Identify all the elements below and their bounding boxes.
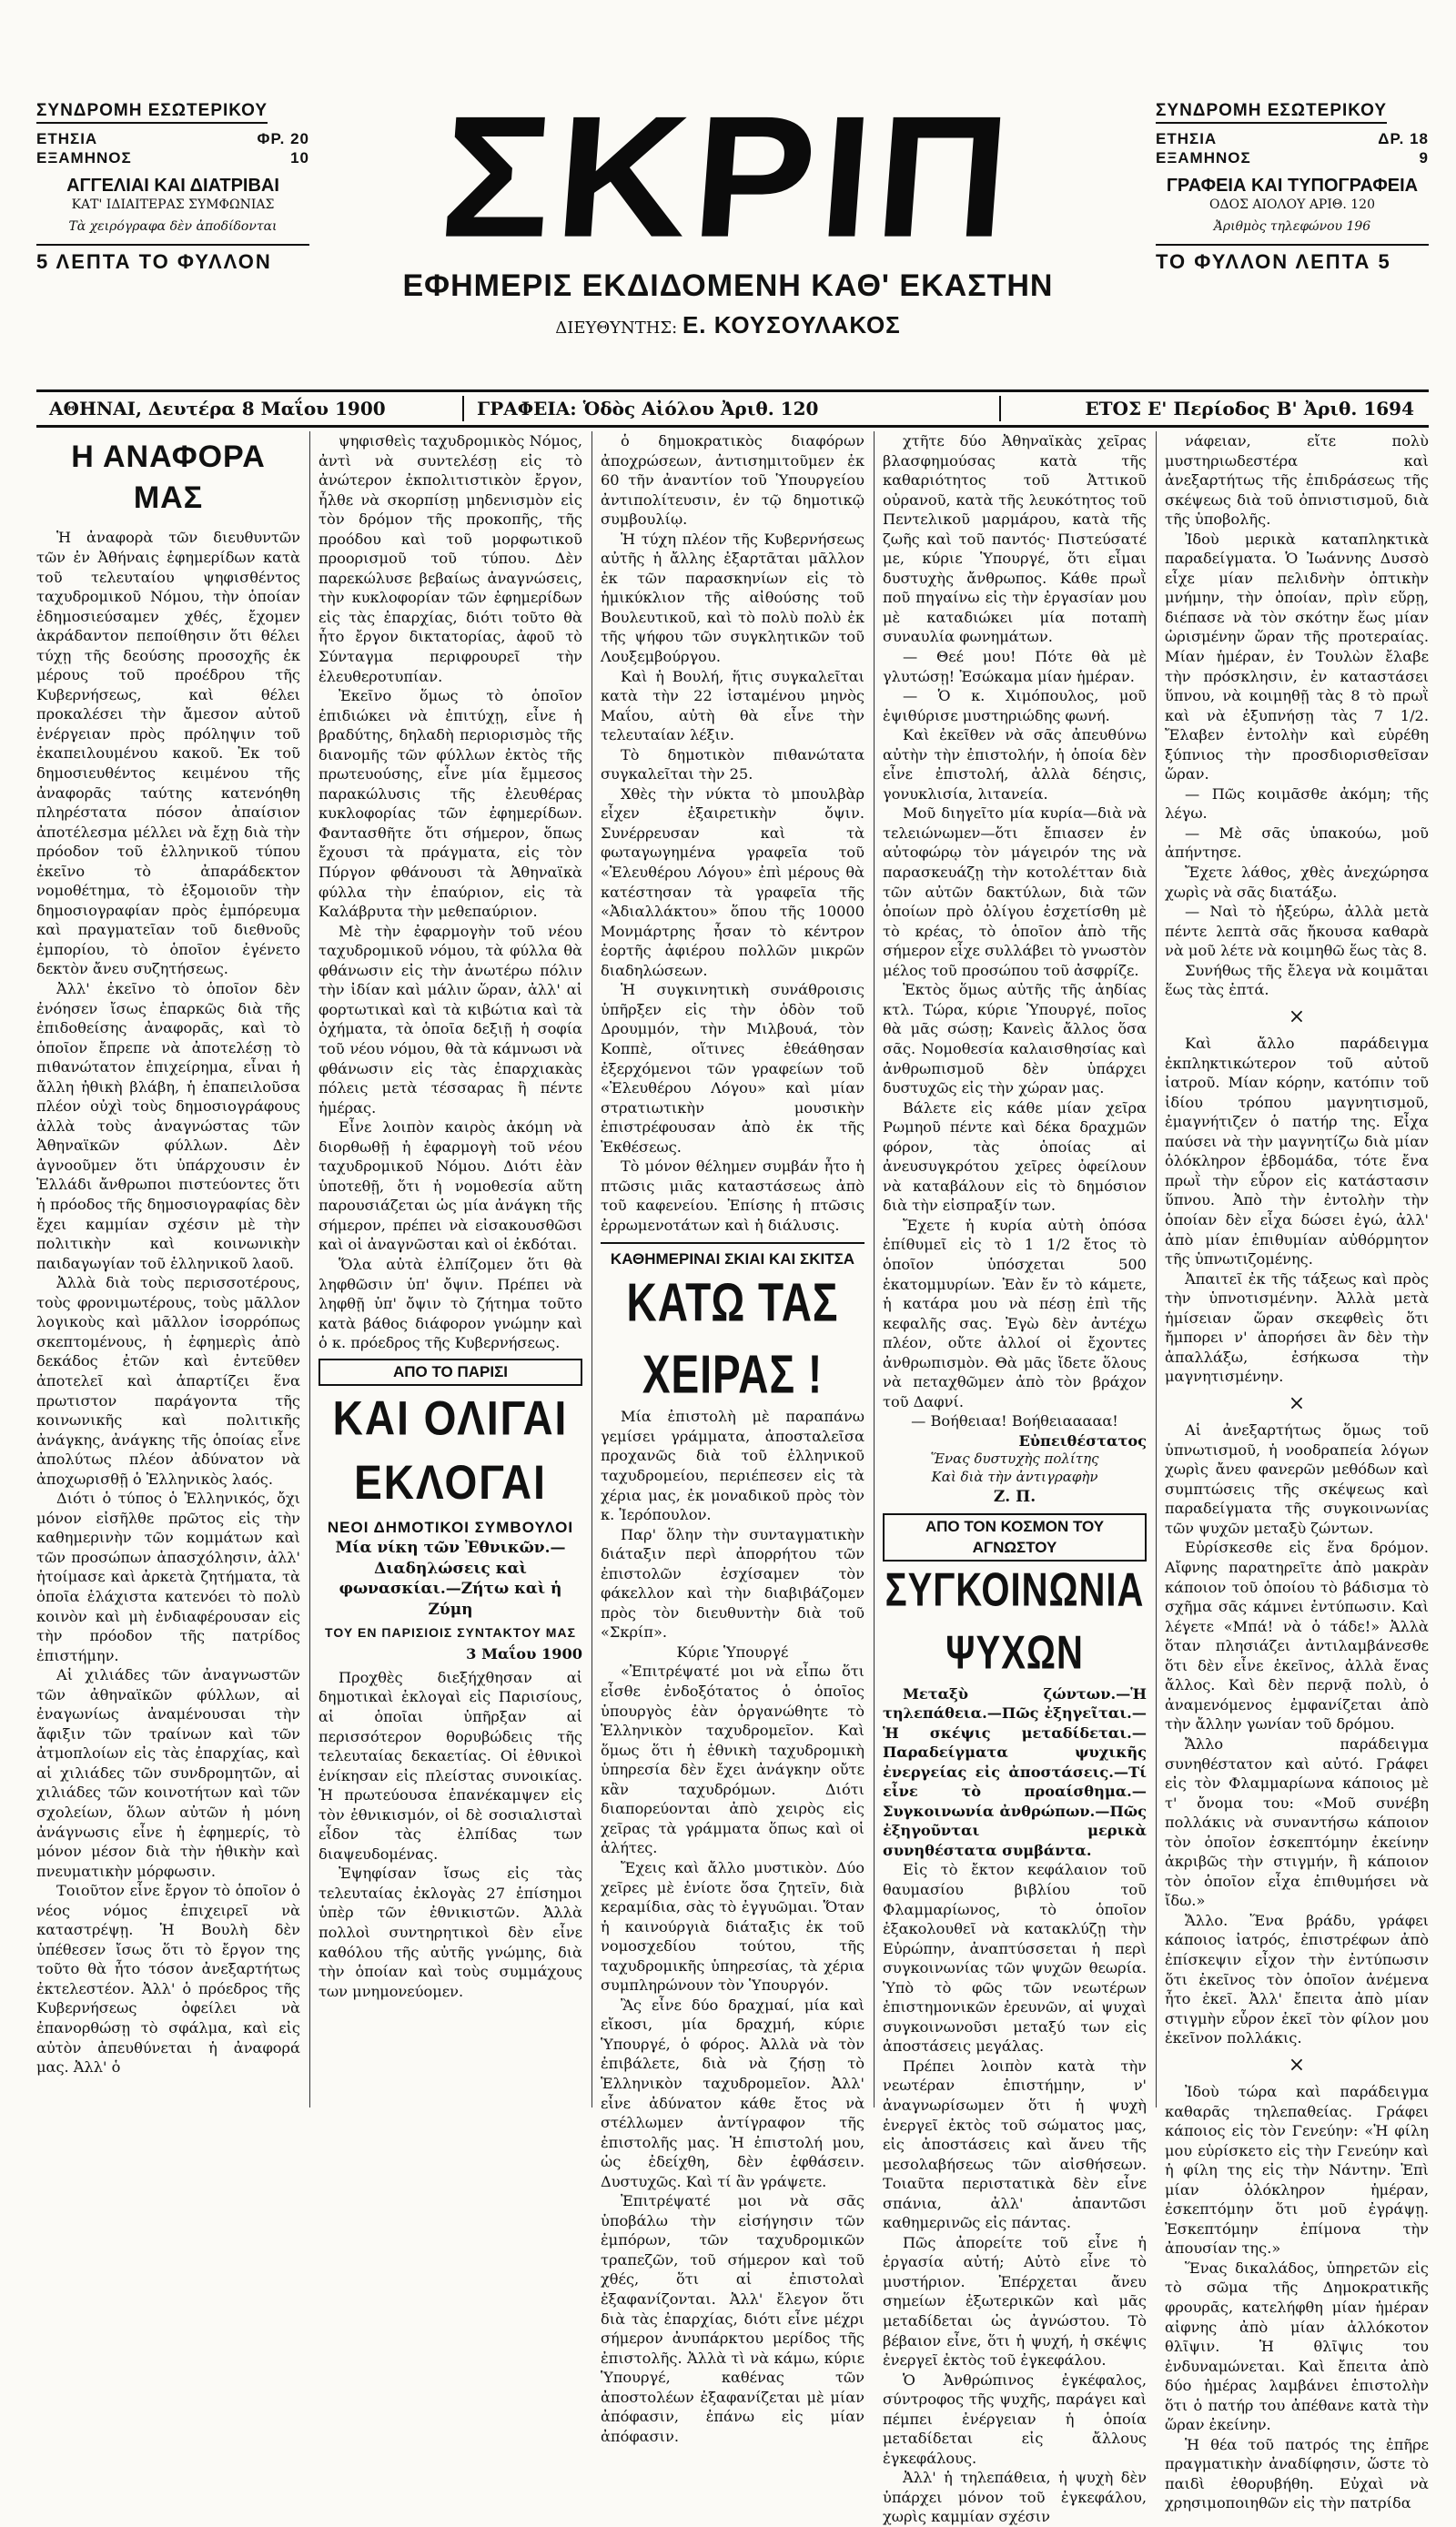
paragraph: ψηφισθεὶς ταχυδρομικὸς Νόμος, ἀντὶ νὰ συντελέσῃ εἰς τὸ ἀνώτερον ἐκπολιτιστικὸν ἔργον, ἦλθε νὰ σκορπίσῃ μηδενισμὸν εἰς τὸν δρόμον τῆς προκοπῆς, τῆς προόδου καὶ τοῦ μορφωτικοῦ προορισμοῦ τοῦ τύπου. Δὲν παρεκώλυσε βεβαίως ἀναγνώσεις, τὴν κυκλοφορίαν τῶν ἐφημερίδων εἰς τὰς ἐπαρχίας, διότι τοῦτο θὰ ἦτο ἔργον δικτατορίας, ἀφοῦ τὸ Σύνταγμα περιφρουρεῖ τὴν ἐλευθεροτυπίαν. [318,432,582,685]
separator-mark: × [1288,1391,1306,1415]
paragraph: ὁ δημοκρατικὸς διαφόρων ἀποχρώσεων, ἀντισημιτοῦμεν ἐκ 60 τῆν ἀναντίον τοῦ Ὑπουργείου ἀντιπολίτευσιν, ἐν τῷ δημοτικῷ συμβουλίῳ. [601,432,864,529]
section-heading: ΚΑΘΗΜΕΡΙΝΑΙ ΣΚΙΑΙ ΚΑΙ ΣΚΙΤΣΑ [601,1242,864,1270]
paragraph: Ὁ Ἀνθρώπινος ἐγκέφαλος, σύντροφος τῆς ψυχῆς, παράγει καὶ πέμπει ἐνέργειαν ἡ ὁποία μεταδίδεται εἰς ἄλλους ἐγκεφάλους. [883,2370,1147,2467]
paragraph: Τὸ δημοτικὸν πιθανώτατα συγκαλεῖται τὴν 25. [601,745,864,783]
paragraph: Ἀλλ' ἐκεῖνο τὸ ὁποῖον δὲν ἐνόησεν ἴσως ἐπαρκῶς διὰ τῆς ἐπιδοθείσης ἀναφορᾶς, καὶ τὸ ὁποῖον ἔπρεπε νὰ ἀποτελέσῃ τὸ πιθανώτατον ἐπιχείρημα, εἶναι ἡ ἄλλη ἠθικὴ βλάβη, ἡ ἐπαπειλοῦσα πλέον οὐχὶ τοὺς δημοσιογράφους ἀλλὰ τοὺς ἀναγνώστας τῶν Ἀθηναϊκῶν φύλλων. Δὲν ἀγνοοῦμεν ὅτι ὑπάρχουσιν ἐν Ἑλλάδι ἄνθρωποι πιστεύοντες ὅτι ἡ πρόοδος τῆς δημοσιογραφίας δὲν ἔχει καμμίαν σχέσιν μὲ τὴν πολιτικὴν καὶ κοινωνικὴν παιδαγωγίαν τοῦ ἑλληνικοῦ λαοῦ. [36,980,300,1272]
offices-address: ΟΔΟΣ ΑΙΟΛΟΥ ΑΡΙΘ. 120 [1209,197,1375,213]
paragraph: Ἔχετε λάθος, χθὲς ἀνεχώρησα χωρὶς νὰ σᾶς διατάξω. [1165,864,1429,901]
paragraph: Καὶ ἐκεῖθεν νὰ σᾶς ἀπευθύνω αὐτὴν τὴν ἐπιστολήν, ἡ ὁποία δὲν εἶνε ἐπιστολή, ἀλλὰ δέησις, γονυκλισία, λιτανεία. [883,726,1147,803]
newspaper-logo [382,80,1074,274]
article-headline: ΚΑΤΩ ΤΑΣ ΧΕΙΡΑΣ ! [626,1270,839,1406]
masthead-tagline: ΕΦΗΜΕΡΙΣ ΕΚΔΙΔΟΜΕΝΗ ΚΑΘ' ΕΚΑΣΤΗΝ [402,268,1054,303]
paragraph: Τὸ μόνον θέλημεν συμβάν ἦτο ἡ πτῶσις μιᾶς καταστάσεως ἀπὸ τοῦ καφενείου. Ἐπίσης ἡ πτῶσις ἐρρωμενοτάτων καὶ ἡ διάλυσις. [601,1157,864,1234]
paragraph: — Βοήθειαα! Βοήθειααααα! [911,1412,1118,1430]
director-name: Ε. ΚΟΥΣΟΥΛΑΚΟΣ [682,311,901,339]
paragraph: Ἡ τύχη πλέον τῆς Κυβερνήσεως αὐτῆς ἡ ἄλλης ἐξαρτᾶται μᾶλλον ἐκ τῶν παρασκηνίων εἰς τὸ ἡμικύκλιον τῆς αἰθούσης τοῦ Βουλευτικοῦ, καὶ τὸ πολὺ πολὺ ἐκ τῆς ψήφου τῶν συγκλητικῶν τοῦ Λουξεμβούργου. [601,530,864,666]
manuscripts-note: Τὰ χειρόγραφα δὲν ἀποδίδονται [68,218,278,234]
paragraph: Εἰς τὸ ἔκτον κεφάλαιον τοῦ θαυμασίου βιβλίου τοῦ Φλαμμαρίωνος, τὸ ὁποῖον ἐξακολουθεῖ νὰ κατακλύζῃ τὴν Εὐρώπην, ἀναπτύσσεται ἡ περὶ συγκοινωνίας τῶν ψυχῶν θεωρία. Ὑπὸ τὸ φῶς τῶν νεωτέρων ἐπιστημονικῶν ἐρευνῶν, αἱ ψυχαὶ συγκοινωνοῦσι μεταξύ των εἰς ἀποστάσεις μεγάλας. [883,1861,1147,2056]
article-headline: ΚΑΙ ΟΛΙΓΑΙ ΕΚΛΟΓΑΙ [332,1390,569,1510]
column-1 [36,431,300,2108]
section-box: ΑΠΟ ΤΟ ΠΑΡΙΣΙ [318,1359,582,1387]
paragraph: Πρέπει λοιπὸν κατὰ τὴν νεωτέραν ἐπιστήμην, ν' ἀναγνωρίσωμεν ὅτι ἡ ψυχὴ ἐνεργεῖ ἐκτὸς τοῦ σώματος μας, εἰς ἀποστάσεις καὶ ἄνευ τῆς μεσολαβήσεως τῶν αἰσθήσεων. Τοιαῦτα περιστατικὰ δὲν εἶνε σπάνια, ἀλλ' ἀπαντῶσι καθημερινῶς εἰς πάντας. [883,2057,1147,2232]
dateline-bar [36,389,1429,428]
correspondent-line: ΤΟΥ ΕΝ ΠΑΡΙΣΙΟΙΣ ΣΥΝΤΑΚΤΟΥ ΜΑΣ [325,1624,576,1640]
paragraph: Αἱ ἀνεξαρτήτως ὅμως τοῦ ὑπνωτισμοῦ, ἡ νοοδραπεία λόγων χωρὶς ἄνευ φανερῶν μεθόδων καὶ συμπτώσεις τῆς σκέψεως καὶ παραδείγματα τῆς συγκοινωνίας τῶν ψυχῶν μεταξὺ ζώντων. [1165,1421,1429,1537]
paragraph: Ἔχεις καὶ ἄλλο μυστικὸν. Δύο χεῖρες μὲ ἐνίοτε ὅσα ζητεῖν, διὰ κεραμίδια, σὰς τὸ ἐγγυῶμαι. Ὅταν ἡ καινούργιὰ διάταξις ἐκ τοῦ νομοσχεδίου τούτου, τῆς ταχυδρομικῆς ὑπηρεσίας, τὰ χέρια συμπληρώνουν τὸν Ὑπουργόν. [601,1858,864,1995]
paragraph: Πῶς ἀπορείτε τοῦ εἶνε ἡ ἐργασία αὐτή; Αὐτὸ εἶνε τὸ μυστήριον. Ἐπέρχεται ἄνευ σημείων ἐξωτερικῶν καὶ μᾶς μεταδίδεται ὡς ἀγνώστου. Τὸ βέβαιον εἶνε, ὅτι ἡ ψυχή, ἡ σκέψις ἐνεργεῖ ἐκτὸς τοῦ ἐγκεφάλου. [883,2233,1147,2370]
column-4 [883,431,1147,2526]
paragraph: Ἐπιτρέψατέ μοι νὰ σᾶς ὑποβάλω τὴν εἰσήγησιν τῶν ἐμπόρων, τῶν ταχυδρομικῶν τραπεζῶν, τοῦ σήμερον καὶ τοῦ χθές, ὅτι αἱ ἐπιστολαὶ ἐξαφανίζονται. Ἀλλ' ἔλεγον ὅτι διὰ τὰς ἐπαρχίας, διότι εἶνε μέχρι σήμερον ἀνυπάρκτου μερίδος τῆς ἐπιστολῆς. Ἀλλὰ τὶ νὰ κάμω, κύριε Ὑπουργέ, καθένας τῶν ἀποστολέων ἐξαφανίζεται μὲ μίαν ἀπόφασιν, ἐπάνω εἰς μίαν ἀπόφασιν. [601,2192,864,2445]
paragraph: «Ἐπιτρέψατέ μοι νὰ εἶπω ὅτι εἶσθε ἐνδοξότατος ὁ ὁποῖος ὑπουργὸς ἐὰν ὀργανώθητε τὸ Ἑλληνικὸν ταχυδρομεῖον. Καὶ ὅμως ὅτι ἡ ἐθνικὴ ταχυδρομικὴ ὑπηρεσία δὲν ἔχει ἀνάγκην οὔτε κἂν ταχυδρόμων. Διότι διαπορεύονται ἀπὸ χειρὸς εἰς χεῖρας τὰ γράμματα ὅπως καὶ οἱ ἀλήτες. [601,1663,864,1857]
subscription-annual: ΕΤΗΣΙΑ ΔΡ. 18 [1156,129,1429,147]
column-2 [318,431,582,2108]
paragraph: Διότι ὁ τύπος ὁ Ἑλληνικός, ὄχι μόνον εἰσῆλθε πρῶτος εἰς τὴν καθημερινὴν τῶν κομμάτων καὶ τῶν προσώπων ἀπασχόλησιν, ἀλλ' ἠτοίμασε καὶ ἀρκετὰ ζητήματα, τὰ ὁποῖα ἐλάχιστα κατενόει τὸ πολὺ κοινὸν καὶ μὴ ἐνδιαφέρουσαν εἰς τὴν πρόοδον τῆς πατρίδος ἐπιστήμην. [36,1490,300,1664]
paragraph: Ἡ θέα τοῦ πατρός της ἐπῆρε πραγματικὴν ἀναδίφησιν, ὥστε τὸ παιδὶ ἐθορυβήθη. Εὐχαὶ νὰ χρησιμοποιηθῶν εἰς τὴν πατρίδα [1165,2435,1429,2512]
paragraph: νάφειαν, εἴτε πολὺ μυστηριωδεστέρα καὶ ἀνεξαρτήτως τῆς ἐπιδράσεως τῆς σκέψεως διὰ τοῦ ὀπνιστισμοῦ, διὰ τῆς ὑποβολῆς. [1165,432,1429,529]
paragraph: Προχθὲς διεξήχθησαν αἱ δημοτικαὶ ἐκλογαὶ εἰς Παρισίους, αἱ ὁποῖαι ὑπῆρξαν αἱ περισσότερον θορυβώδεις τῆς τελευταίας δεκαετίας. Οἱ ἐθνικοὶ ἐνίκησαν εἰς πλείστας συνοικίας. Ἡ πρωτεύουσα ἐπανέκαμψεν εἰς τὸν ἐθνικισμόν, οἱ δὲ σοσιαλισταὶ εἶδον τὰς ἐλπίδας των διαψευδομένας. [318,1668,582,1863]
ads-subtitle: ΚΑΤ' ΙΔΙΑΙΤΕΡΑΣ ΣΥΜΦΩΝΙΑΣ [71,197,275,213]
paragraph: Ἡ ἀναφορὰ τῶν διευθυντῶν τῶν ἐν Ἀθήναις ἐφημερίδων κατὰ τοῦ τελευταίου ψηφισθέντος ταχυδρομικοῦ Νόμου, τὴν ὁποίαν ἐδημοσιεύσαμεν χθές, ἔχομεν ἀκράδαντον πεποίθησιν ὅτι θέλει τύχῃ τῆς δεούσης προσοχῆς ἐκ μέρους τοῦ προέδρου τῆς Κυβερνήσεως, καὶ θέλει προκαλέσει τὴν ἄμεσον αὐτοῦ ἐνέργειαν πρὸς πρόληψιν τοῦ ἐκαπειλουμένου κακοῦ. Ἐκ τοῦ δημοσιευθέντος κειμένου τῆς ἀναφορᾶς ταύτης κατενόηθη πληρέστατα πόσον ἀπαίσιον ἀποτέλεσμα μέλλει νὰ ἔχῃ διὰ τὴν πρόοδον τοῦ ἑλληνικοῦ τύπου ἐκεῖνο τὸ ἀπαράδεκτον νομοθέτημα, τὸ ἐξομοιοῦν τὴν δημοσιογραφίαν πρὸς ἐμπόρευμα καὶ πραγματεῖαν τοῦ διεθνοῦς ἐμπορίου, τὸ ὁποῖον ἐγένετο δεκτὸν ἄνευ συζητήσεως. [36,529,300,978]
paragraph: Ἐκτὸς ὅμως αὐτῆς τῆς ἀηδίας κτλ. Τώρα, κύριε Ὑπουργέ, ποῖος θὰ μᾶς σώσῃ; Κανεὶς ἄλλος ὅσα σᾶς. Νομοθεσία καλαισθησίας καὶ ἀνθρωπισμοῦ δὲν ὑπάρχει δυστυχῶς εἰς τὴν χώραν μας. [883,981,1147,1097]
column-5 [1165,431,1429,2512]
signature: Εὐπειθέστατος [1018,1431,1147,1450]
article-columns [36,431,1429,2526]
article-date: 3 Μαΐου 1900 [466,1645,582,1663]
paragraph: Ἐψηφίσαν ἴσως εἰς τὰς τελευταίας ἐκλογὰς 27 ἐπίσημοι ὑπὲρ τῶν ἐθνικιστῶν. Ἀλλὰ πολλοὶ συντηρητικοὶ δὲν εἶνε καθόλου τῆς αὐτῆς γνώμης, διὰ τὴν ὁποίαν καὶ τοὺς συμμάχους των μνημονεύομεν. [318,1865,582,2000]
paragraph: Ἄλλο. Ἕνα βράδυ, γράφει κάποιος ἰατρός, ἐπιστρέφων ἀπὸ ἐπίσκεψιν εἶχον τὴν ἐντύπωσιν ὅτι ἐκεῖνος τὸν ὁποῖον ἀνέμενα ἦτο ἐκεῖ. Ἀλλ' ἔπειτα ἀπὸ μίαν στιγμὴν εὗρον ἐκεῖ τὸν φίλον μου ἐκεῖνον πολλάκις. [1165,1911,1429,2047]
subscription-semiannual: ΕΞΑΜΗΝΟΣ 10 [36,149,309,167]
article-headline: ΣΥΓΚΟΙΝΩΝΙΑ ΨΥΧΩΝ [885,1564,1145,1680]
signature: Ἕνας δυστυχὴς πολίτης [930,1450,1099,1468]
issue-date: ΑΘΗΝΑΙ, Δευτέρα 8 Μαΐου 1900 [49,398,386,419]
paragraph: Ἂς εἶνε δύο δραχμαί, μία καὶ εἴκοσι, μία δραχμή, κύριε Ὑπουργέ, ὁ φόρος. Ἀλλὰ νὰ τὸν ἐπιβάλετε, διὰ νὰ ζήσῃ τὸ Ἑλληνικὸν ταχυδρομεῖον. Ἀλλ' εἶνε ἀδύνατον κάθε ἔτος νὰ στέλλωμεν ἀντίγραφον τῆς ἐπιστολῆς μας. Ἡ ἐπιστολή μου, ὡς ἐδείχθη, δὲν ἐφθάσειν. Δυστυχῶς. Καὶ τί ἂν γράψετε. [601,1996,864,2190]
paragraph: Παρ' ὅλην τὴν συνταγματικὴν διάταξιν περὶ ἀπορρήτου τῶν ἐπιστολῶν ἐσχίσαμεν τὸν φάκελλον καὶ τὴν διαβιβάζομεν πρὸς τὸν διευθυντὴν διὰ τοῦ «Σκρίπ». [601,1525,864,1642]
separator-mark: × [1288,1005,1306,1028]
column-rule [309,431,310,2108]
subscription-title: ΣΥΝΔΡΟΜΗ ΕΣΩΤΕΡΙΚΟΥ [1156,100,1387,124]
director-label: ΔΙΕΥΘΥΝΤΗΣ: [555,318,678,338]
signature: Καὶ διὰ τὴν ἀντιγραφὴν [931,1469,1098,1486]
subscription-semiannual: ΕΞΑΜΗΝΟΣ 9 [1156,149,1429,167]
paragraph: Αἱ χιλιάδες τῶν ἀναγνωστῶν τῶν ἀθηναϊκῶν φύλλων, αἱ ἐναγωνίως ἀναμένουσαι τὴν ἄφιξιν τῶν τραίνων καὶ τῶν ἀτμοπλοίων εἰς τὰς ἐπαρχίας, καὶ αἱ χιλιάδες τῶν συνδρομητῶν, αἱ χιλιάδες τῶν κοινοτήτων καὶ τῶν σχολείων, ὅλων αὐτῶν ἡ μόνη ἀνάγνωσις εἶνε ἡ ἐφημερίς, τὸ μόνον μέσον διὰ τὴν ἠθικὴν καὶ πνευματικὴν μόρφωσιν. [36,1666,300,1880]
paragraph: Ἰδοὺ μερικὰ καταπληκτικὰ παραδείγματα. Ὁ Ἰωάννης Δυσσὸ εἶχε μίαν πελιδνὴν ὀπτικὴν μνήμην, τὴν ὁποίαν, πρὶν εὕρῃ, διέπασε νὰ τὸν σκότην ἕως μίαν ὡρισμένην ὥραν τῆς προτεραίας. Μίαν ἡμέραν, ἐν Τουλὼν ἔλαβε τὴν πρόσκλησιν, ἐν καταστάσει ὕπνου, νὰ κοιμηθῇ τὰς 8 τὸ πρωῒ καὶ νὰ ἐξυπνήσῃ τὰς 7 1/2. Ἔλαβεν ἐντολὴν καὶ εὑρέθη ξύπνιος τὴν προσδιορισθεῖσαν ὥραν. [1165,530,1429,783]
subscription-title: ΣΥΝΔΡΟΜΗ ΕΣΩΤΕΡΙΚΟΥ [36,100,268,124]
paragraph: — Ναὶ τὸ ἠξεύρω, ἀλλὰ μετὰ πέντε λεπτὰ σᾶς ἤκουσα καθαρὰ νὰ μοῦ λέτε νὰ κοιμηθῶ ἕως τὰς 8. [1165,903,1429,960]
paragraph: Ἀλλὰ διὰ τοὺς περισσοτέρους, τοὺς φρονιμωτέρους, τοὺς μᾶλλον λογικοὺς καὶ μᾶλλον ἰσορρόπως σκεπτομένους, ἡ ἐφημερὶς ἀπὸ δεκάδος ἐτῶν καὶ ἐντεῦθεν ἀποτελεῖ καὶ ἀπαρτίζει ἕνα πρωτιστον παράγοντα τῆς κοινωνικῆς καὶ πολιτικῆς ἀνάγκης, ἀνάγκης τῆς ὁποίας εἶνε ἀπολύτως πλέον ἀδύνατον νὰ ἀποχωρισθῇ ὁ Ἑλληνικὸς λαός. [36,1274,300,1488]
paragraph: Ὅλα αὐτὰ ἐλπίζομεν ὅτι θὰ ληφθῶσιν ὑπ' ὄψιν. Πρέπει νὰ ληφθῇ ὑπ' ὄψιν τὸ ζήτημα τοῦτο κατὰ βάθος διάφορον γνώμην καὶ ὁ κ. πρόεδρος τῆς Κυβερνήσεως. [318,1255,582,1352]
subscription-box-left [36,100,309,275]
paragraph: Ἐκεῖνο ὅμως τὸ ὁποῖον ἐπιδιώκει νὰ ἐπιτύχῃ, εἶνε ἡ βραδύτης, δηλαδὴ περιορισμὸς τῆς διανομῆς τῶν φύλλων ἐκτὸς τῆς πρωτευούσης, εἶνε μία ἔμμεσος παρακώλυσις τῆς ἐλευθέρας κυκλοφορίας τῶν ἐφημερίδων. Φαντασθῆτε ὅτι σήμερον, ὅπως ἔχουσι τὰ πράγματα, εἰς τὸν Πύργον φθάνουσι τὰ Ἀθηναϊκὰ φύλλα τὴν ἐπαύριον, εἰς τὰ Καλάβρυτα τὴν μεθεπαύριον. [318,687,582,921]
separator-mark: × [1288,2053,1306,2077]
paragraph: Καὶ ἄλλο παράδειγμα ἐκπληκτικώτερον τοῦ αὐτοῦ ἰατροῦ. Μίαν κόρην, κατόπιν τοῦ ἰδίου τρόπου μαγνητισμοῦ, ἐμαγνήτιζεν ὁ πατήρ της. Εἶχα παύσει νὰ τὴν μαγνητίζω διὰ μίαν ὁλόκληρον ἑβδομάδα, τότε ἔνα πρωῒ τὴν εὗρον εἰς κατάστασιν ὕπνου. Ἀπὸ τὴν ἐντολὴν τὴν ὁποίαν δὲν εἶχα δώσει ἐγώ, ἀλλ' ἀπὸ μίαν ἐπιθυμίαν αὐθόρμητον τῆς ὑπνωτιζομένης. [1165,1035,1429,1269]
section-box: ΑΠΟ ΤΟΝ ΚΟΣΜΟΝ ΤΟΥ ΑΓΝΩΣΤΟΥ [883,1513,1147,1562]
signature-initials: Ζ. Π. [993,1488,1036,1507]
paragraph: — Πῶς κοιμᾶσθε ἀκόμη; τῆς λέγω. [1165,784,1429,823]
column-rule [1156,431,1157,2108]
column-rule [874,431,875,2108]
article-subheading: ΝΕΟΙ ΔΗΜΟΤΙΚΟΙ ΣΥΜΒΟΥΛΟΙ [327,1518,574,1536]
column-3 [601,431,864,2445]
paragraph: Ἄλλο παράδειγμα συνηθέστατον καὶ αὐτό. Γράφει εἰς τὸν Φλαμμαρίωνα κάποιος μὲ τ' ὄνομα του: «Μοῦ συνέβη πολλάκις νὰ συναντήσω κάποιον τὸν ὁποῖον ἐσκεπτόμην ἐκείνην ἀκριβῶς τὴν στιγμήν, ἢ κάποιον τὸν ὁποῖον εἶχα ἐπιθυμήσει νὰ ἴδω.» [1165,1734,1429,1910]
salutation: Κύριε Ὑπουργέ [676,1643,789,1661]
director-line [337,311,1119,339]
paragraph: Ἡ συγκινητικὴ συνάθροισις ὑπῆρξεν εἰς τὴν ὁδὸν τοῦ Δρουμμόν, τὴν Μιλβουά, τὸν Κοππὲ, οἵτινες ἐθεάθησαν ἐξερχόμενοι τῶν γραφείων τοῦ «Ἐλευθέρου Λόγου» καὶ μίαν στρατιωτικὴν μουσικὴν ἐπιστρέφουσαν ἀπὸ ἐκ τῆς Ἐκθέσεως. [601,981,864,1156]
masthead [36,80,1429,382]
price-right: ΤΟ ΦΥΛΛΟΝ ΛΕΠΤΑ 5 [1156,244,1429,275]
paragraph: Ἰδοὺ τώρα καὶ παράδειγμα καθαρᾶς τηλεπαθείας. Γράφει κάποιος εἰς τὸν Γενεύην: «Ἡ φίλη μου εὑρίσκετο εἰς τὴν Γενεύην καὶ ἡ φίλη της εἰς τὴν Νάντην. Ἐπὶ μίαν ὁλόκληρον ἡμέραν, ἐσκεπτόμην ὅτι μοῦ ἐγράψῃ. Ἐσκεπτόμην ἐπίμονα τὴν ἀπουσίαν της.» [1165,2082,1429,2258]
paragraph: Βάλετε εἰς κάθε μίαν χεῖρα Ρωμηοῦ πέντε καὶ δέκα δραχμῶν φόρον, τὰς ὁποίας αἱ ἀνευσυγκρότου χεῖρες ὀφείλουν νὰ καταβάλουν εἰς τὸ δημόσιον διὰ τὴν εἰσπραξίν των. [883,1098,1147,1215]
article-summary: Μία νίκη τῶν Ἐθνικῶν.—Διαδηλώσεις καὶ φωνασκίαι.—Ζήτω καὶ ἡ Ζύμη [335,1539,566,1620]
paragraph: Χθὲς τὴν νύκτα τὸ μπουλβὰρ εἶχεν ἐξαιρετικὴν ὄψιν. Συνέρρευσαν καὶ τὰ φωταγωγημένα γραφεῖα τοῦ «Ἐλευθέρου Λόγου» ἐπὶ μέρους θὰ κατέστησαν τὰ γραφεῖα τῆς «Ἀδιαλλάκτου» ὅπου τῆς 10000 Μονμάρτρης ἦσαν τὸ κέντρον ἑορτῆς ἀφιέρου πολλῶν μικρῶν διαδηλώσεων. [601,784,864,979]
paragraph: — Μὲ σᾶς ὑπακούω, μοῦ ἀπήντησε. [1165,824,1429,862]
price-left: 5 ΛΕΠΤΑ ΤΟ ΦΥΛΛΟΝ [36,244,309,275]
paragraph: — Θεέ μου! Πότε θὰ μὲ γλυτώσῃ! Ἐσώκαμα μίαν ἡμέραν. [883,648,1147,685]
article-headline: Η ΑΝΑΦΟΡΑ ΜΑΣ [71,440,266,516]
paragraph: Τοιοῦτον εἶνε ἔργον τὸ ὁποῖον ὁ νέος νόμος ἐπιχειρεῖ νὰ καταστρέψῃ. Ἡ Βουλὴ δὲν ὑπέθεσεν ἴσως ὅτι τὸ ἔργον της τοῦτο θὰ ἦτο τόσον ἀνεξαρτήτως ἐκτελεστέον. Ἀλλ' ὁ πρόεδρος τῆς Κυβερνήσεως ὀφείλει νὰ ἐπανορθώσῃ τὸ σφάλμα, καὶ εἰς αὐτὸν ἀπευθύνεται ἡ ἀναφορά μας. Ἀλλ' ὁ [36,1882,300,2077]
paragraph: Εἶνε λοιπὸν καιρὸς ἀκόμη νὰ διορθωθῇ ἡ ἐφαρμογὴ τοῦ νέου ταχυδρομικοῦ Νόμου. Διότι ἐὰν ὑποτεθῇ, ὅτι ἡ νομοθεσία αὕτη παρουσιάζεται ὡς μία ἀνάγκη τῆς σήμερον, πρέπει νὰ εἰσακουσθῶσι καὶ οἱ ἀναγνῶσται καὶ οἱ ἐκδόται. [318,1118,582,1254]
paragraph: Ἀπαιτεῖ ἐκ τῆς τάξεως καὶ πρὸς τὴν ὑπνοτισμένην. Ἀλλὰ μετὰ ἡμίσειαν ὥραν σκεφθεὶς ὅτι ἤμπορει ν' ἀπορήσει ἂν δὲν τὴν ἀπαλλάξω, ἐσήκωσα τὴν μαγνητισμένην. [1165,1269,1429,1386]
paragraph: Συνήθως τῆς ἔλεγα νὰ κοιμᾶται ἕως τὰς ἑπτά. [1165,961,1429,999]
logo-text: ΣΚΡΙΠ [435,80,1021,274]
paragraph: Μὲ τὴν ἐφαρμογὴν τοῦ νέου ταχυδρομικοῦ νόμου, τὰ φύλλα θὰ φθάνωσιν εἰς τὴν ἀνωτέρω πόλιν τὴν ἰδίαν καὶ μάλιν ὥραν, ἀλλ' αἱ φορτωτικαὶ καὶ τὰ κιβώτια καὶ τὰ ὀχήματα, τὰ ὁποῖα δεξιῇ ἡ σοφία τοῦ νέου νόμου, θὰ τὰ κάμνωσι νὰ φθάνωσιν εἰς τὰς ἐπαρχιακὰς πόλεις μετὰ τέσσαρας ἢ πέντε ἡμέρας. [318,922,582,1117]
issue-number: ΕΤΟΣ Ε' Περίοδος Β' Ἀριθ. 1694 [1085,398,1414,419]
ads-title: ΑΓΓΕΛΙΑΙ ΚΑΙ ΔΙΑΤΡΙΒΑΙ [66,176,279,197]
paragraph: Μοῦ διηγεῖτο μία κυρία—διὰ νὰ τελειώνωμεν—ὅτι ἔπιασεν ἐν αὐτοφώρῳ τὸν μάγειρόν της νὰ παρασκευάζῃ τὴν κοτολέτταν διὰ τῶν αὐτῶν δακτύλων, διὰ τῶν ὁποίων πρὸ ὀλίγου ἐσχετίσθη μὲ τὸ κρέας, τὸ ὁποῖον ἀπὸ τῆς σήμερον εἶχε συλλάβει τὸ γνωστὸν μέλος τοῦ προσώπου τοῦ ἀσφρίζε. [883,804,1147,979]
paragraph: Μία ἐπιστολὴ μὲ παραπάνω γεμίσει γράμματα, ἀποσταλεῖσα προχανῶς διὰ τοῦ ἐλληνικοῦ ταχυδρομείου, περιέπεσεν εἰς τὰ χέρια μας, ἐκ μοναδικοῦ πρὸς τὸν κ. Ἱερόπουλον. [601,1408,864,1524]
subscription-annual: ΕΤΗΣΙΑ ΦΡ. 20 [36,129,309,147]
paragraph: Εὐρίσκεσθε εἰς ἕνα δρόμον. Αἴφνης παρατηρεῖτε ἀπὸ μακρὰν κάποιον τοῦ ὁποίου τὸ βάδισμα τὸ σχῆμα σᾶς κάμνει ἐντύπωσιν. Καὶ λέγετε «Μπά! νὰ ὁ τάδε!» Ἀλλὰ ὅταν πλησιάζει ἀντιλαμβάνεσθε ὅτι δὲν εἶνε ἐκεῖνος, ἀλλὰ ἕνας ἄλλος. Καὶ δὲν περνᾷ πολὺ, ὁ ἀναμενόμενος ἐμφανίζεται ἀπὸ τὴν ἄλλην γωνίαν τοῦ δρόμου. [1165,1539,1429,1734]
paragraph: Ἕνας δικαλάδος, ὑπηρετῶν εἰς τὸ σῶμα τῆς Δημοκρατικῆς φρουρᾶς, κατελήφθη μίαν ἡμέραν αἰφνης ἀπὸ μίαν ἀλλόκοτον θλῖψιν. Ἡ θλῖψις του ἐνδυναμώνεται. Καὶ ἔπειτα ἀπὸ δύο ἡμέρας λαμβάνει ἐπιστολὴν ὅτι ὁ πατήρ του ἀπέθανε κατὰ τὴν ὥραν ἐκείνην. [1165,2259,1429,2434]
offices-line: ΓΡΑΦΕΙΑ: Ὁδὸς Αἰόλου Ἀριθ. 120 [477,398,819,419]
paragraph: Ἔχετε ἡ κυρία αὐτὴ ὁπόσα ἐπίθυμεῖ εἰς τὸ 1 1/2 ἔτος τὸ ὁποῖον ὑπόσχεται 500 ἑκατομμυρίων. Ἐὰν ἔν τὸ κάμετε, ἡ κατάρα μου νὰ πέσῃ ἐπὶ τῆς κεφαλῆς σας. Ἐγὼ δὲν ἀντέχω πλέον, οὔτε ἀλλοί οἱ ἔχοντες ἀνθρωπισμὸν. Θὰ μᾶς ἴδετε ὅλους νὰ πεταχθῶμεν ἀπὸ τὸν βράχον τοῦ Δαφνί. [883,1216,1147,1410]
article-summary: Μεταξὺ ζώντων.—Ἡ τηλεπάθεια.—Πῶς ἐξηγεῖται.—Ἡ σκέψις μεταδίδεται.—Παραδείγματα ψυχικῆς ἐνεργείας εἰς ἀποστάσεις.—Τί εἶνε τὸ προαίσθημα.—Συγκοινωνία ἀνθρώπων.—Πῶς ἐξηγοῦνται μερικὰ συνηθέστατα συμβάντα. [883,1684,1147,1859]
offices-title: ΓΡΑΦΕΙΑ ΚΑΙ ΤΥΠΟΓΡΑΦΕΙΑ [1166,176,1419,197]
paragraph: χτῆτε δύο Ἀθηναϊκὰς χεῖρας βλασφημούσας κατὰ τῆς καθαριότητος τοῦ Ἀττικοῦ οὐρανοῦ, κατὰ τῆς λευκότητος τοῦ Πεντελικοῦ μαρμάρου, κατὰ τῆς ζωῆς καὶ τοῦ παντός· Πιστεύσατέ με, κύριε Ὑπουργέ, ὅτι εἶμαι δυστυχὴς ἄνθρωπος. Κάθε πρωῒ ποῦ πηγαίνω εἰς τὴν ἐργασίαν μου μὲ καταδιώκει μία ποταπὴ συναυλία φωνημάτων. [883,432,1147,646]
paragraph: Καὶ ἡ Βουλή, ἥτις συγκαλεῖται κατὰ τὴν 22 ἰσταμένου μηνὸς Μαΐου, αὐτὴ θὰ εἶνε τὴν τελευταίαν λέξιν. [601,667,864,744]
paragraph: Ἀλλ' ἡ τηλεπάθεια, ἡ ψυχὴ δὲν ὑπάρχει μόνον τοῦ ἐγκεφάλου, χωρὶς καμμίαν σχέσιν [883,2469,1147,2526]
paragraph: — Ὁ κ. Χιμόπουλος, μοῦ ἐψιθύρισε μυστηριώδης φωνή. [883,687,1147,724]
subscription-box-right [1156,100,1429,275]
phone-number: Ἀριθμὸς τηλεφώνου 196 [1213,218,1371,234]
